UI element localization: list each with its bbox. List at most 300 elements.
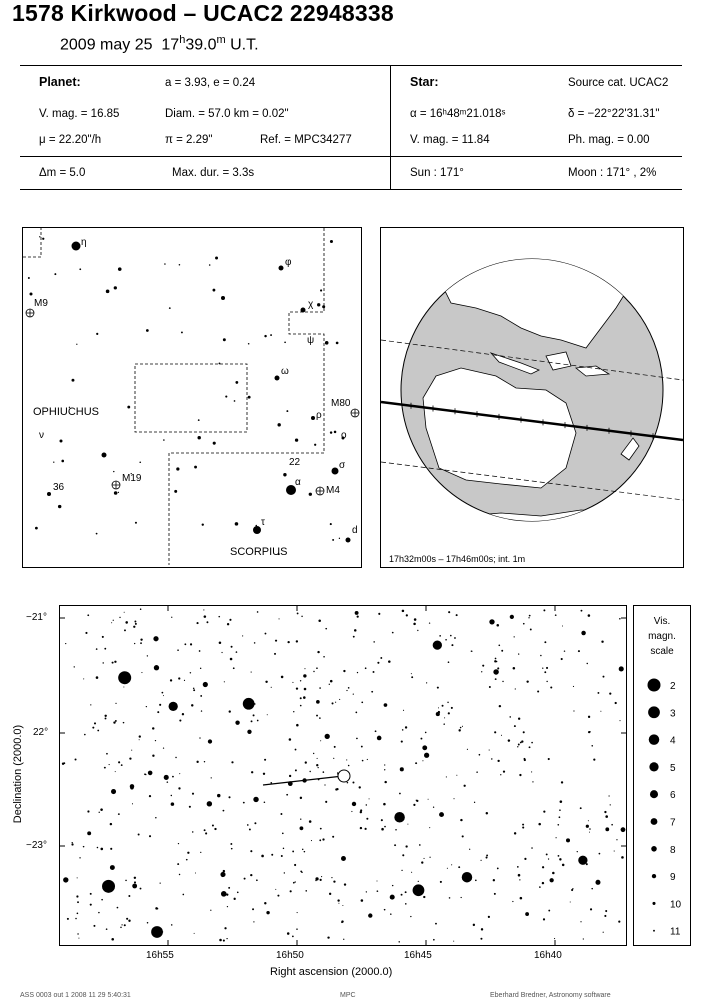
background-star — [157, 711, 159, 713]
background-star — [99, 812, 100, 813]
background-star — [235, 720, 239, 724]
background-star — [191, 704, 193, 706]
background-star — [63, 877, 68, 882]
background-star — [281, 855, 283, 857]
background-star — [556, 837, 557, 838]
background-star — [360, 811, 362, 813]
background-star — [212, 824, 214, 826]
finder-faint-star — [39, 236, 40, 237]
background-star — [383, 803, 386, 806]
target-star-marker — [338, 770, 350, 782]
background-star — [381, 819, 383, 821]
background-star — [486, 854, 488, 856]
globe-caption: 17h32m00s – 17h46m00s; int. 1m — [389, 554, 526, 564]
background-star — [352, 781, 354, 783]
greek-psi: ψ — [307, 335, 315, 346]
finder-faint-star — [174, 490, 177, 493]
footer-mid: MPC — [340, 992, 356, 999]
background-star — [286, 794, 288, 796]
background-star — [305, 761, 307, 763]
background-star — [304, 668, 305, 669]
background-star — [204, 615, 207, 618]
finder-faint-star — [118, 267, 122, 271]
background-star — [223, 870, 225, 872]
background-star — [325, 628, 327, 630]
background-star — [542, 866, 544, 868]
background-star — [621, 827, 626, 832]
background-star — [510, 615, 514, 619]
cluster-m4 — [316, 487, 324, 495]
background-star — [251, 671, 252, 672]
background-star — [141, 672, 142, 673]
catalog-star — [151, 926, 163, 938]
legend-mag-label: 8 — [670, 844, 676, 856]
finder-faint-star — [194, 466, 197, 469]
background-star — [348, 687, 350, 689]
boundary-top-left — [23, 228, 41, 257]
background-star — [147, 922, 148, 923]
background-star — [462, 835, 464, 837]
background-star — [309, 771, 310, 772]
background-star — [489, 619, 494, 624]
background-star — [230, 658, 233, 661]
background-star — [517, 866, 519, 868]
background-star — [329, 893, 331, 895]
background-star — [380, 657, 382, 659]
background-star — [319, 839, 321, 841]
background-star — [123, 722, 125, 724]
background-star — [229, 710, 231, 712]
finder-faint-star — [181, 331, 183, 333]
detail-chart-panel — [59, 605, 627, 946]
background-star — [125, 880, 127, 882]
background-star — [460, 819, 462, 821]
background-star — [134, 877, 136, 879]
background-star — [295, 769, 297, 771]
background-star — [227, 623, 229, 625]
background-star — [444, 717, 445, 718]
background-star — [355, 611, 359, 615]
background-star — [333, 758, 334, 759]
background-star — [274, 653, 276, 655]
background-star — [199, 737, 200, 738]
greek-tau: τ — [261, 517, 265, 528]
background-star — [316, 667, 318, 669]
background-star — [164, 775, 169, 780]
background-star — [411, 676, 413, 678]
legend-mag-label: 4 — [670, 735, 676, 747]
finder-faint-star — [332, 539, 334, 541]
finder-faint-star — [209, 264, 211, 266]
background-star — [543, 811, 545, 813]
background-star — [247, 730, 251, 734]
background-star — [619, 666, 624, 671]
background-star — [84, 734, 86, 736]
background-star — [265, 681, 267, 683]
planet-heading: Planet: — [39, 75, 81, 89]
background-star — [361, 899, 364, 902]
background-star — [244, 878, 246, 880]
background-star — [384, 781, 386, 783]
background-star — [451, 707, 453, 709]
catalog-star — [169, 702, 178, 711]
finder-faint-star — [339, 538, 340, 539]
background-star — [139, 739, 140, 740]
background-star — [518, 874, 521, 877]
background-star — [561, 658, 563, 660]
background-star — [407, 824, 408, 825]
background-star — [610, 804, 611, 805]
background-star — [223, 810, 225, 812]
background-star — [573, 710, 574, 711]
background-star — [208, 739, 212, 743]
background-star — [138, 834, 140, 836]
background-star — [313, 753, 314, 754]
background-star — [448, 712, 450, 714]
finder-bright-star — [275, 376, 280, 381]
background-star — [147, 655, 148, 656]
background-star — [263, 773, 265, 775]
background-star — [362, 760, 364, 762]
finder-faint-star — [284, 341, 286, 343]
finder-bright-star — [221, 296, 225, 300]
background-star — [453, 941, 454, 942]
background-star — [522, 824, 524, 826]
background-star — [419, 844, 421, 846]
finder-faint-star — [223, 338, 226, 341]
background-star — [421, 861, 423, 863]
finder-faint-star — [235, 522, 239, 526]
background-star — [346, 690, 347, 691]
background-star — [518, 653, 519, 654]
background-star — [605, 815, 608, 818]
background-star — [458, 866, 460, 868]
background-star — [124, 612, 125, 613]
background-star — [300, 797, 302, 799]
background-star — [552, 872, 555, 875]
info-table — [20, 65, 682, 190]
background-star — [234, 898, 236, 900]
background-star — [488, 916, 490, 918]
background-star — [100, 848, 103, 851]
background-star — [296, 724, 299, 727]
background-star — [85, 632, 87, 634]
background-star — [373, 671, 375, 673]
background-star — [347, 782, 349, 784]
finder-faint-star — [219, 362, 221, 364]
legend-mag-label: 2 — [670, 681, 676, 692]
background-star — [476, 771, 478, 773]
background-star — [318, 620, 321, 623]
background-star — [179, 874, 180, 875]
finder-faint-star — [79, 268, 81, 270]
background-star — [597, 692, 599, 694]
background-star — [361, 746, 363, 748]
background-star — [435, 923, 437, 925]
background-star — [439, 635, 441, 637]
number-36: 36 — [53, 482, 65, 493]
background-star — [278, 618, 279, 619]
background-star — [401, 870, 402, 871]
background-star — [230, 843, 232, 845]
background-star — [531, 847, 533, 849]
background-star — [323, 771, 325, 773]
background-star — [270, 782, 272, 784]
background-star — [178, 843, 179, 844]
finder-faint-star — [255, 525, 257, 527]
background-star — [124, 924, 126, 926]
background-star — [428, 799, 429, 800]
background-star — [313, 671, 314, 672]
background-star — [121, 924, 122, 925]
legend-mag-dot — [653, 930, 655, 932]
legend-mag-label: 6 — [670, 790, 676, 802]
background-star — [231, 646, 233, 648]
background-star — [90, 904, 92, 906]
background-star — [398, 941, 399, 942]
background-star — [162, 692, 164, 694]
background-star — [559, 858, 561, 860]
constellation-label-scorpius: SCORPIUS — [230, 546, 288, 558]
background-star — [221, 652, 222, 653]
background-star — [346, 759, 347, 760]
background-star — [155, 907, 158, 910]
background-star — [236, 651, 238, 653]
background-star — [111, 789, 116, 794]
background-star — [192, 793, 194, 795]
background-star — [228, 796, 230, 798]
background-star — [530, 628, 532, 630]
background-star — [475, 880, 477, 882]
background-star — [619, 720, 620, 721]
background-star — [480, 938, 482, 940]
background-star — [76, 895, 78, 897]
background-star — [287, 641, 289, 643]
background-star — [464, 785, 466, 787]
background-star — [149, 835, 151, 837]
background-star — [603, 676, 605, 678]
background-star — [548, 758, 550, 760]
greek-alpha: α — [295, 477, 301, 488]
greek-omicron: ο — [341, 430, 347, 441]
background-star — [253, 921, 254, 922]
background-star — [265, 633, 267, 635]
finder-bright-star — [253, 526, 261, 534]
background-star — [132, 884, 137, 889]
background-star — [325, 801, 327, 803]
finder-bright-star — [47, 492, 51, 496]
background-star — [378, 613, 380, 615]
background-star — [293, 882, 295, 884]
background-star — [546, 681, 547, 682]
star-source-catalog: Source cat. UCAC2 — [568, 77, 669, 89]
finder-faint-star — [325, 341, 329, 345]
background-star — [491, 758, 492, 759]
background-star — [118, 813, 120, 815]
background-star — [411, 673, 412, 674]
background-star — [341, 920, 343, 922]
table-divider — [390, 65, 391, 190]
background-star — [361, 701, 363, 703]
background-star — [261, 855, 264, 858]
background-star — [256, 879, 258, 881]
background-star — [300, 826, 304, 830]
background-star — [207, 801, 212, 806]
background-star — [178, 787, 180, 789]
background-star — [559, 809, 561, 811]
cluster-m80 — [351, 409, 359, 417]
background-star — [562, 625, 563, 626]
max-duration: Max. dur. = 3.3s — [172, 167, 255, 179]
background-star — [403, 710, 404, 711]
sun-elongation: Sun : 171° — [410, 167, 464, 179]
magnitude-scale-legend — [633, 605, 691, 946]
background-star — [65, 643, 66, 644]
finder-bright-star — [301, 308, 306, 313]
background-star — [447, 702, 448, 703]
background-star — [586, 825, 589, 828]
background-star — [146, 706, 147, 707]
background-star — [171, 924, 173, 926]
background-star — [292, 935, 294, 937]
minute-sup: m — [216, 34, 226, 46]
background-star — [423, 896, 425, 898]
background-star — [162, 931, 164, 933]
background-star — [193, 688, 194, 689]
background-star — [528, 617, 529, 618]
background-star — [110, 865, 115, 870]
finder-bright-star — [311, 416, 315, 420]
background-star — [577, 851, 578, 852]
finder-faint-star — [53, 462, 54, 463]
background-star — [140, 888, 142, 890]
background-star — [406, 614, 408, 616]
background-star — [588, 820, 589, 821]
background-star — [369, 798, 370, 799]
background-star — [331, 877, 332, 878]
background-star — [399, 793, 401, 795]
background-star — [394, 844, 396, 846]
background-star — [316, 700, 320, 704]
legend-mag-dot — [651, 818, 658, 825]
finder-faint-star — [213, 289, 216, 292]
background-star — [90, 893, 92, 895]
background-star — [72, 842, 73, 843]
background-star — [426, 682, 427, 683]
background-star — [561, 781, 563, 783]
background-star — [74, 666, 75, 667]
finder-faint-star — [295, 438, 298, 441]
background-star — [494, 893, 496, 895]
background-star — [200, 695, 202, 697]
background-star — [526, 680, 528, 682]
background-star — [520, 742, 522, 744]
legend-mag-label: 9 — [670, 872, 676, 884]
finder-faint-star — [314, 444, 316, 446]
background-star — [359, 786, 361, 788]
background-star — [501, 650, 503, 652]
background-star — [163, 695, 164, 696]
background-star — [529, 746, 531, 748]
background-star — [124, 629, 126, 631]
finder-bright-star — [72, 242, 81, 251]
background-star — [498, 644, 500, 646]
background-star — [544, 671, 546, 673]
background-star — [253, 714, 255, 716]
background-star — [112, 662, 114, 664]
background-star — [144, 773, 146, 775]
background-star — [171, 617, 172, 618]
background-star — [294, 881, 295, 882]
background-star — [93, 925, 95, 927]
background-star — [538, 823, 541, 826]
background-star — [555, 614, 557, 616]
finder-faint-star — [235, 381, 238, 384]
background-star — [254, 642, 256, 644]
finder-faint-star — [96, 533, 98, 535]
background-star — [438, 707, 439, 708]
background-star — [548, 858, 549, 859]
background-star — [110, 848, 112, 850]
finder-faint-star — [127, 406, 130, 409]
background-star — [320, 740, 321, 741]
background-star — [187, 852, 189, 854]
background-star — [557, 824, 559, 826]
background-star — [529, 615, 531, 617]
background-star — [297, 612, 299, 614]
background-star — [324, 784, 325, 785]
legend-dots — [634, 606, 690, 945]
detail-star-chart — [60, 606, 626, 945]
background-star — [422, 745, 427, 750]
background-star — [445, 639, 447, 641]
finder-faint-star — [114, 491, 118, 495]
background-star — [77, 901, 79, 903]
background-star — [317, 758, 318, 759]
finder-faint-star — [163, 439, 165, 441]
finder-faint-star — [114, 286, 117, 289]
background-star — [315, 877, 318, 880]
background-star — [499, 705, 501, 707]
background-star — [590, 908, 592, 910]
background-star — [352, 802, 356, 806]
background-star — [290, 890, 292, 892]
background-star — [494, 660, 496, 662]
background-star — [105, 718, 107, 720]
background-star — [338, 903, 339, 904]
background-star — [542, 668, 543, 669]
background-star — [384, 909, 386, 911]
background-star — [366, 891, 367, 892]
background-star — [446, 776, 447, 777]
background-star — [589, 832, 590, 833]
background-star — [405, 903, 407, 905]
background-star — [130, 786, 134, 790]
background-star — [496, 624, 499, 627]
background-star — [339, 699, 340, 700]
background-star — [546, 667, 548, 669]
finder-faint-star — [202, 524, 204, 526]
background-star — [371, 691, 373, 693]
background-star — [102, 662, 103, 663]
table-top-rule — [20, 65, 682, 66]
background-star — [580, 921, 581, 922]
background-star — [204, 761, 205, 762]
background-star — [243, 802, 245, 804]
background-star — [120, 927, 121, 928]
finder-faint-star — [309, 493, 312, 496]
background-star — [554, 938, 555, 939]
